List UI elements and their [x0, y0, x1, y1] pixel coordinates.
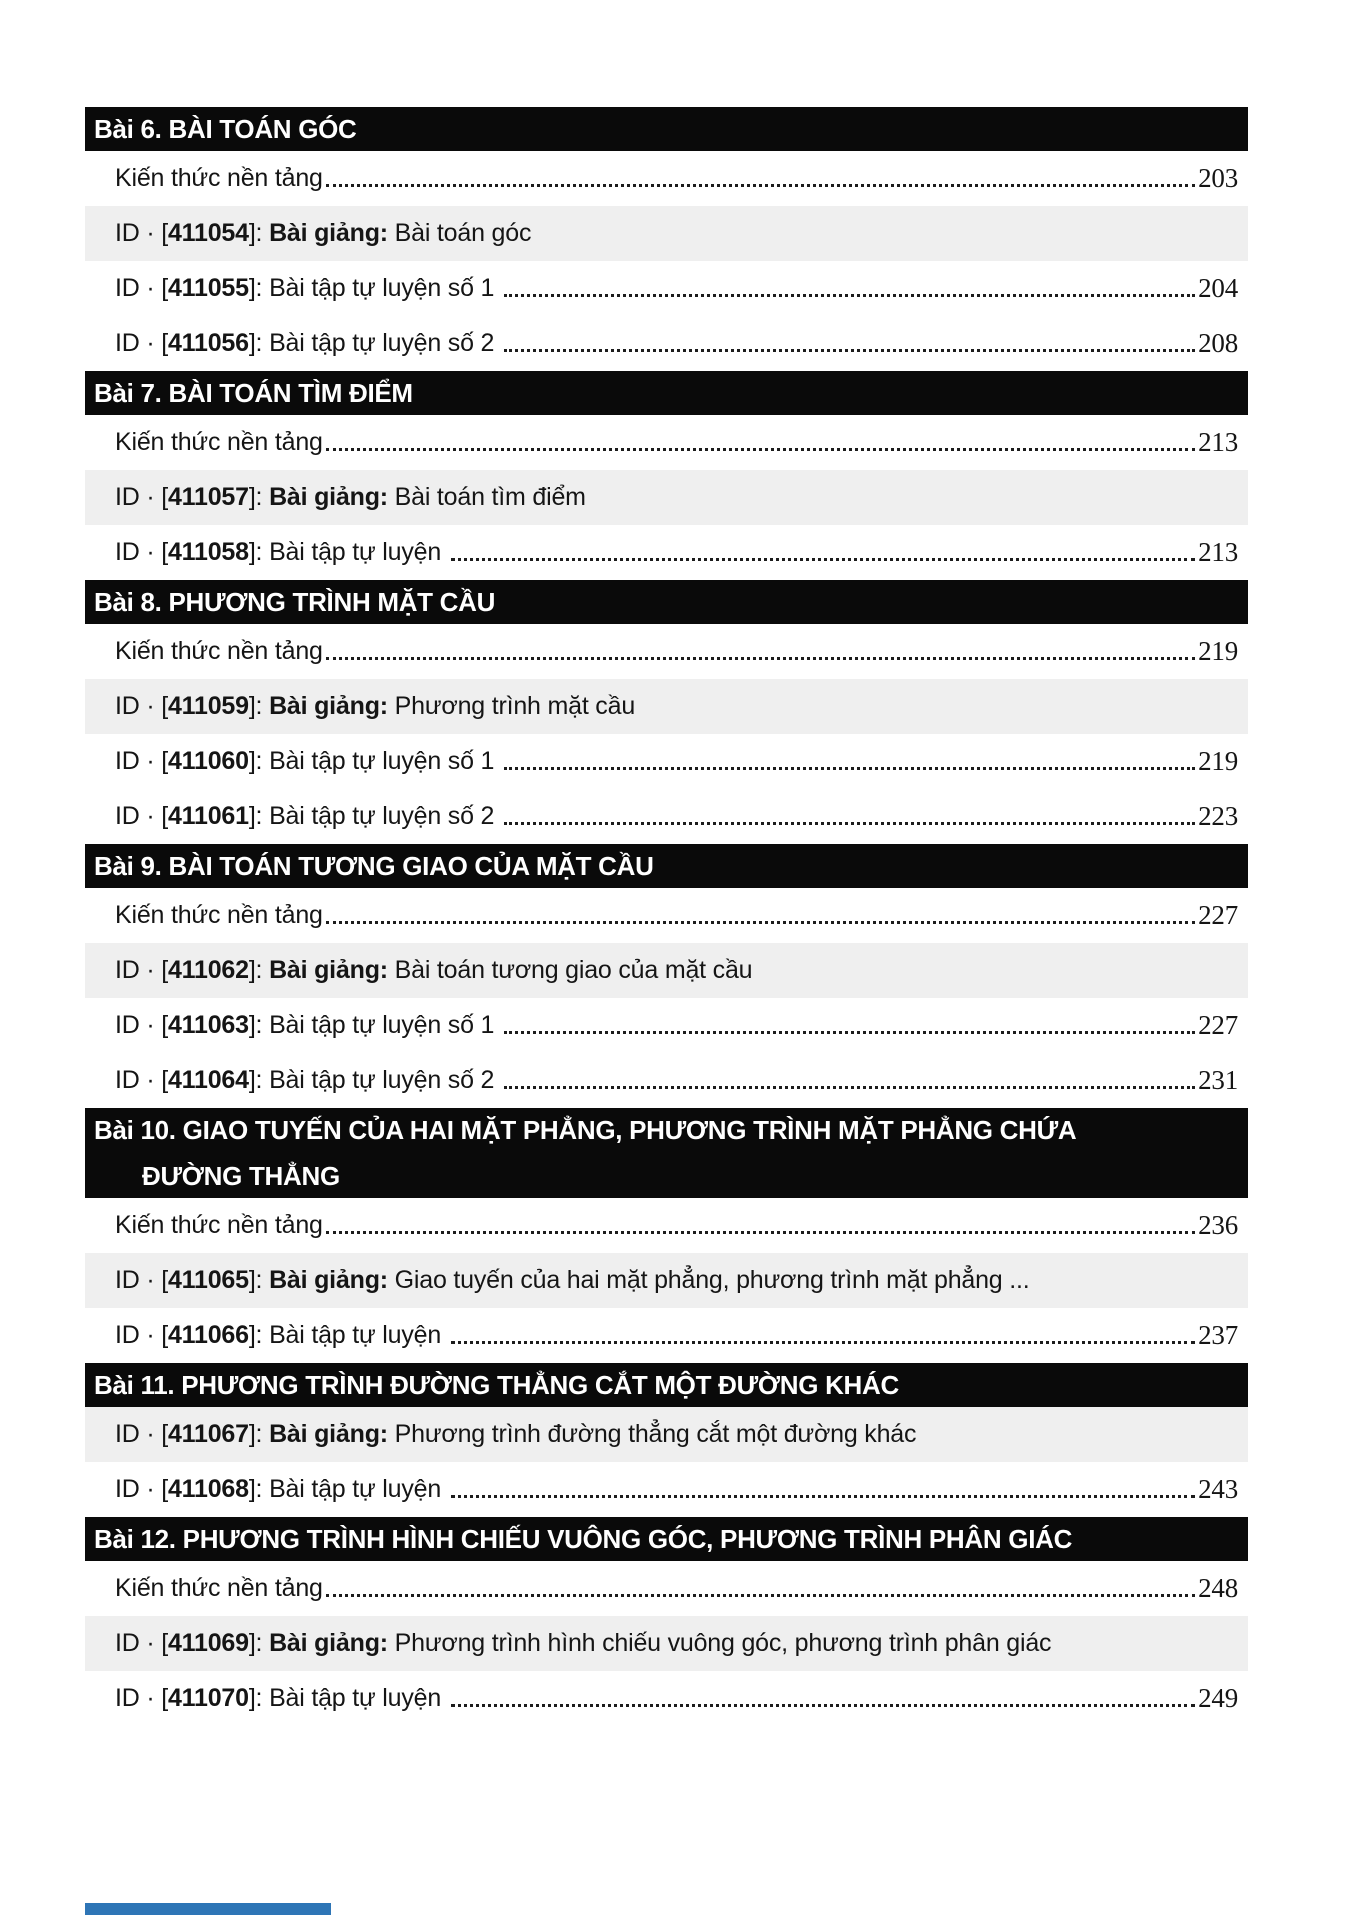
entry-text: ]: — [248, 1066, 270, 1094]
dot-leader — [326, 448, 1195, 451]
entry-emphasis-text: 411064 — [167, 1066, 249, 1094]
entry-emphasis-text: 411065 — [167, 1266, 249, 1294]
entry-text: ]: — [248, 802, 270, 830]
entry-text: ID · [ — [115, 1475, 168, 1503]
section-header — [85, 107, 1248, 151]
entry-text: Bài tập tự luyện — [269, 1684, 448, 1712]
dot-leader — [451, 1704, 1195, 1707]
toc-row — [85, 470, 1248, 525]
toc-entry-label — [115, 1066, 501, 1095]
entry-emphasis-text: 411062 — [167, 956, 249, 984]
page-number: 237 — [1198, 1320, 1238, 1350]
page-number: 208 — [1198, 328, 1238, 358]
entry-emphasis-text: Bài giảng: — [269, 219, 395, 247]
toc-row — [85, 1198, 1248, 1253]
toc-list — [85, 107, 1248, 1726]
entry-emphasis-text: Bài giảng: — [269, 1629, 395, 1657]
entry-text: ID · [ — [115, 274, 168, 302]
section-header — [85, 1517, 1248, 1561]
toc-row — [85, 1308, 1248, 1363]
section-title: Bài 11. PHƯƠNG TRÌNH ĐƯỜNG THẲNG CẮT MỘT ĐƯỜNG KHÁC — [94, 1370, 899, 1400]
toc-entry-label — [115, 1629, 1051, 1658]
entry-emphasis-text: 411056 — [167, 329, 249, 357]
entry-emphasis-text: 411068 — [167, 1475, 249, 1503]
entry-text: Bài tập tự luyện số 1 — [269, 747, 501, 775]
entry-emphasis-text: 411063 — [167, 1011, 249, 1039]
entry-text: Kiến thức nền tảng — [115, 1211, 323, 1239]
section-title: Bài 8. PHƯƠNG TRÌNH MẶT CẦU — [94, 587, 496, 617]
entry-emphasis-text: 411055 — [167, 274, 249, 302]
entry-text: Bài tập tự luyện — [269, 538, 448, 566]
entry-text: ID · [ — [115, 329, 168, 357]
entry-text: ID · [ — [115, 483, 168, 511]
entry-text: ]: — [248, 956, 270, 984]
entry-text: Bài tập tự luyện — [269, 1321, 448, 1349]
page-number: 231 — [1198, 1065, 1238, 1095]
entry-text: ID · [ — [115, 1420, 168, 1448]
entry-emphasis-text: 411054 — [167, 219, 249, 247]
entry-text: ]: — [248, 219, 270, 247]
entry-emphasis-text: 411060 — [167, 747, 249, 775]
section-header — [85, 1363, 1248, 1407]
toc-row — [85, 1462, 1248, 1517]
toc-entry-label — [115, 329, 501, 358]
toc-entry-label — [115, 901, 323, 930]
toc-row — [85, 1053, 1248, 1108]
entry-text: ID · [ — [115, 219, 168, 247]
page-number: 203 — [1198, 163, 1238, 193]
toc-entry-label — [115, 637, 323, 666]
entry-text: ID · [ — [115, 1066, 168, 1094]
entry-emphasis-text: Bài giảng: — [269, 483, 395, 511]
entry-text: Bài tập tự luyện số 1 — [269, 1011, 501, 1039]
entry-text: Phương trình đường thẳng cắt một đường khác — [394, 1420, 917, 1448]
toc-entry-label — [115, 1321, 448, 1350]
section-title: Bài 10. GIAO TUYẾN CỦA HAI MẶT PHẲNG, PHƯƠNG TRÌNH MẶT PHẲNG CHỨA — [94, 1115, 1077, 1145]
entry-text: Kiến thức nền tảng — [115, 901, 323, 929]
dot-leader — [326, 184, 1195, 187]
toc-row — [85, 1407, 1248, 1462]
dot-leader — [451, 1495, 1195, 1498]
dot-leader — [504, 1086, 1195, 1089]
page-number: 213 — [1198, 537, 1238, 567]
dot-leader — [504, 822, 1195, 825]
entry-text: ]: — [248, 329, 270, 357]
entry-text: ]: — [248, 274, 270, 302]
dot-leader — [504, 294, 1195, 297]
toc-row — [85, 1253, 1248, 1308]
entry-text: ]: — [248, 747, 270, 775]
entry-emphasis-text: Bài giảng: — [269, 692, 395, 720]
toc-entry-label — [115, 428, 323, 457]
section-title: Bài 9. BÀI TOÁN TƯƠNG GIAO CỦA MẶT CẦU — [94, 851, 654, 881]
toc-row — [85, 206, 1248, 261]
toc-row — [85, 415, 1248, 470]
toc-row — [85, 1616, 1248, 1671]
dot-leader — [326, 1231, 1195, 1234]
toc-entry-label — [115, 1211, 323, 1240]
entry-text: ]: — [248, 1475, 270, 1503]
entry-text: ]: — [248, 1011, 270, 1039]
entry-text: Bài tập tự luyện — [269, 1475, 448, 1503]
footer-accent-bar — [85, 1903, 331, 1915]
page-number: 243 — [1198, 1474, 1238, 1504]
entry-text: ]: — [248, 1629, 270, 1657]
entry-emphasis-text: 411070 — [167, 1684, 249, 1712]
entry-text: Phương trình hình chiếu vuông góc, phương trình phân giác — [394, 1629, 1052, 1657]
toc-entry-label — [115, 747, 501, 776]
entry-text: ID · [ — [115, 1684, 168, 1712]
entry-text: Bài tập tự luyện số 1 — [269, 274, 501, 302]
entry-text: Kiến thức nền tảng — [115, 428, 323, 456]
entry-emphasis-text: Bài giảng: — [269, 1420, 395, 1448]
section-header — [85, 371, 1248, 415]
entry-text: Bài toán tìm điểm — [394, 483, 586, 511]
entry-emphasis-text: 411059 — [167, 692, 249, 720]
entry-text: Bài toán góc — [394, 219, 532, 247]
section-header — [85, 580, 1248, 624]
entry-text: ]: — [248, 692, 270, 720]
entry-text: Bài tập tự luyện số 2 — [269, 329, 501, 357]
entry-text: ]: — [248, 1321, 270, 1349]
page-number: 213 — [1198, 427, 1238, 457]
page-number: 249 — [1198, 1683, 1238, 1713]
toc-row — [85, 261, 1248, 316]
toc-entry-label — [115, 219, 531, 248]
page-number: 204 — [1198, 273, 1238, 303]
entry-text: ID · [ — [115, 1266, 168, 1294]
section-title: Bài 12. PHƯƠNG TRÌNH HÌNH CHIẾU VUÔNG GÓC, PHƯƠNG TRÌNH PHÂN GIÁC — [94, 1524, 1073, 1554]
toc-entry-label — [115, 274, 501, 303]
dot-leader — [504, 767, 1195, 770]
entry-text: ]: — [248, 538, 270, 566]
section-header — [85, 844, 1248, 888]
page-number: 227 — [1198, 1010, 1238, 1040]
page-number: 227 — [1198, 900, 1238, 930]
entry-emphasis-text: Bài giảng: — [269, 1266, 395, 1294]
toc-entry-label — [115, 1574, 323, 1603]
entry-text: ID · [ — [115, 956, 168, 984]
dot-leader — [326, 657, 1195, 660]
entry-text: ]: — [248, 483, 270, 511]
toc-entry-label — [115, 483, 586, 512]
entry-emphasis-text: 411057 — [167, 483, 249, 511]
dot-leader — [451, 1341, 1195, 1344]
toc-entry-label — [115, 1266, 1030, 1295]
section-title-line2: ĐƯỜNG THẲNG — [142, 1161, 340, 1191]
entry-text: ID · [ — [115, 1011, 168, 1039]
entry-text: ]: — [248, 1420, 270, 1448]
entry-text: ID · [ — [115, 692, 168, 720]
toc-entry-label — [115, 1011, 501, 1040]
page-number: 219 — [1198, 746, 1238, 776]
toc-row — [85, 789, 1248, 844]
toc-row — [85, 1561, 1248, 1616]
entry-emphasis-text: 411061 — [167, 802, 249, 830]
page-number: 223 — [1198, 801, 1238, 831]
toc-entry-label — [115, 1420, 916, 1449]
toc-entry-label — [115, 802, 501, 831]
toc-row — [85, 943, 1248, 998]
toc-row — [85, 998, 1248, 1053]
dot-leader — [326, 921, 1195, 924]
entry-text: ID · [ — [115, 747, 168, 775]
entry-emphasis-text: 411069 — [167, 1629, 249, 1657]
section-title: Bài 6. BÀI TOÁN GÓC — [94, 114, 357, 144]
dot-leader — [504, 349, 1195, 352]
entry-text: Kiến thức nền tảng — [115, 1574, 323, 1602]
toc-row — [85, 1671, 1248, 1726]
page-number: 236 — [1198, 1210, 1238, 1240]
toc-row — [85, 525, 1248, 580]
toc-entry-label — [115, 692, 635, 721]
entry-emphasis-text: 411066 — [167, 1321, 249, 1349]
dot-leader — [326, 1594, 1195, 1597]
entry-emphasis-text: 411058 — [167, 538, 249, 566]
entry-text: Bài toán tương giao của mặt cầu — [394, 956, 753, 984]
entry-text: Kiến thức nền tảng — [115, 637, 323, 665]
toc-row — [85, 888, 1248, 943]
entry-text: ID · [ — [115, 1321, 168, 1349]
entry-emphasis-text: Bài giảng: — [269, 956, 395, 984]
entry-text: Kiến thức nền tảng — [115, 164, 323, 192]
entry-emphasis-text: 411067 — [167, 1420, 249, 1448]
page-number: 219 — [1198, 636, 1238, 666]
entry-text: ]: — [248, 1266, 270, 1294]
toc-row — [85, 624, 1248, 679]
toc-row — [85, 679, 1248, 734]
toc-entry-label — [115, 1684, 448, 1713]
toc-row — [85, 151, 1248, 206]
section-title: Bài 7. BÀI TOÁN TÌM ĐIỂM — [94, 378, 413, 408]
entry-text: Giao tuyến của hai mặt phẳng, phương trình mặt phẳng ... — [394, 1266, 1030, 1294]
entry-text: Bài tập tự luyện số 2 — [269, 1066, 501, 1094]
toc-entry-label — [115, 956, 752, 985]
entry-text: Bài tập tự luyện số 2 — [269, 802, 501, 830]
section-header — [85, 1108, 1248, 1198]
toc-row — [85, 316, 1248, 371]
toc-entry-label — [115, 164, 323, 193]
entry-text: Phương trình mặt cầu — [394, 692, 636, 720]
toc-row — [85, 734, 1248, 789]
entry-text: ]: — [248, 1684, 270, 1712]
dot-leader — [451, 558, 1195, 561]
entry-text: ID · [ — [115, 538, 168, 566]
dot-leader — [504, 1031, 1195, 1034]
entry-text: ID · [ — [115, 802, 168, 830]
toc-entry-label — [115, 1475, 448, 1504]
entry-text: ID · [ — [115, 1629, 168, 1657]
toc-entry-label — [115, 538, 448, 567]
page-number: 248 — [1198, 1573, 1238, 1603]
